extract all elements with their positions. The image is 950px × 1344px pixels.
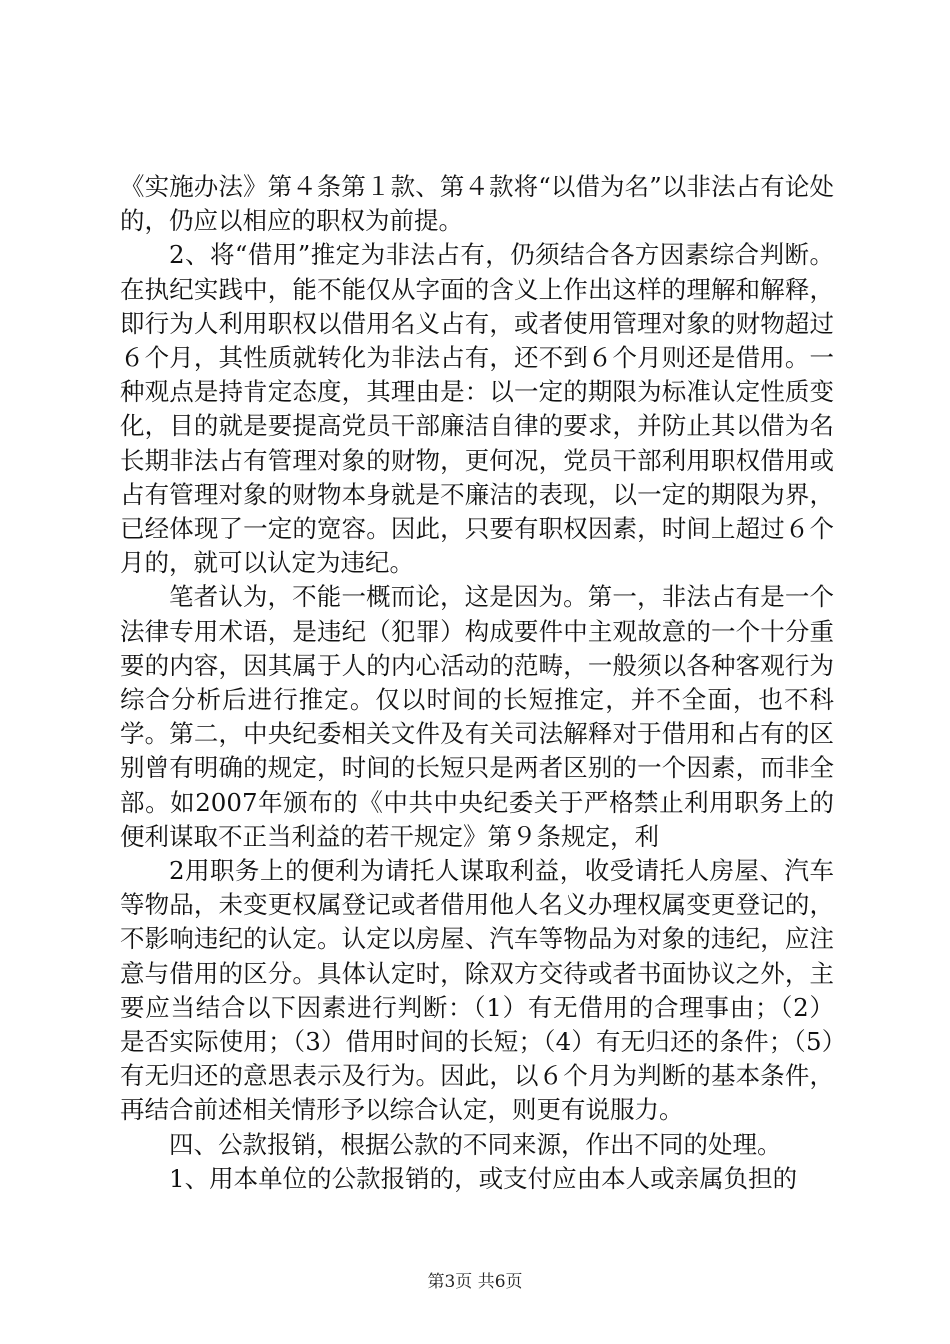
paragraph-1: 《实施办法》第４条第１款、第４款将“以借为名”以非法占有论处的，仍应以相应的职权为前提。 — [120, 172, 834, 236]
document-body — [120, 170, 834, 1196]
page-number-footer: 第3页 共6页 — [427, 1272, 523, 1292]
paragraph-2: 2、将“借用”推定为非法占有，仍须结合各方因素综合判断。在执纪实践中，能不能仅从字面的含义上作出这样的理解和解释，即行为人利用职权以借用名义占有，或者使用管理对象的财物超过６个月，其性质就转化为非法占有，还不到６个月则还是借用。一种观点是持肯定态度，其理由是：以一定的期限为标准认定性质变化，目的就是要提高党员干部廉洁自律的要求，并防止其以借为名长期非法占有管理对象的财物，更何况，党员干部利用职权借用或占有管理对象的财物本身就是不廉洁的表现，以一定的期限为界，已经体现了一定的宽容。因此，只要有职权因素，时间上超过６个月的，就可以认定为违纪。 — [120, 240, 834, 578]
paragraph-3: 笔者认为，不能一概而论，这是因为。第一，非法占有是一个法律专用术语，是违纪（犯罪）构成要件中主观故意的一个十分重要的内容，因其属于人的内心活动的范畴，一般须以各种客观行为综合分析后进行推定。仅以时间的长短推定，并不全面，也不科学。第二，中央纪委相关文件及有关司法解释对于借用和占有的区别曾有明确的规定，时间的长短只是两者区别的一个因素，而非全部。如2007年颁布的《中共中央纪委关于严格禁止利用职务上的便利谋取不正当利益的若干规定》第９条规定，利 — [120, 582, 834, 851]
paragraph-5: 四、公款报销，根据公款的不同来源，作出不同的处理。 — [169, 1129, 782, 1159]
paragraph-4: 2用职务上的便利为请托人谋取利益，收受请托人房屋、汽车等物品，未变更权属登记或者借用他人名义办理权属变更登记的，不影响违纪的认定。认定以房屋、汽车等物品为对象的违纪，应注意与借用的区分。具体认定时，除双方交待或者书面协议之外，主要应当结合以下因素进行判断：（1）有无借用的合理事由；（2）是否实际使用；（3）借用时间的长短；（4）有无归还的条件；（5）有无归还的意思表示及行为。因此，以６个月为判断的基本条件，再结合前述相关情形予以综合认定，则更有说服力。 — [120, 856, 834, 1125]
paragraph-6: 1、用本单位的公款报销的，或支付应由本人或亲属负担的 — [169, 1163, 798, 1193]
